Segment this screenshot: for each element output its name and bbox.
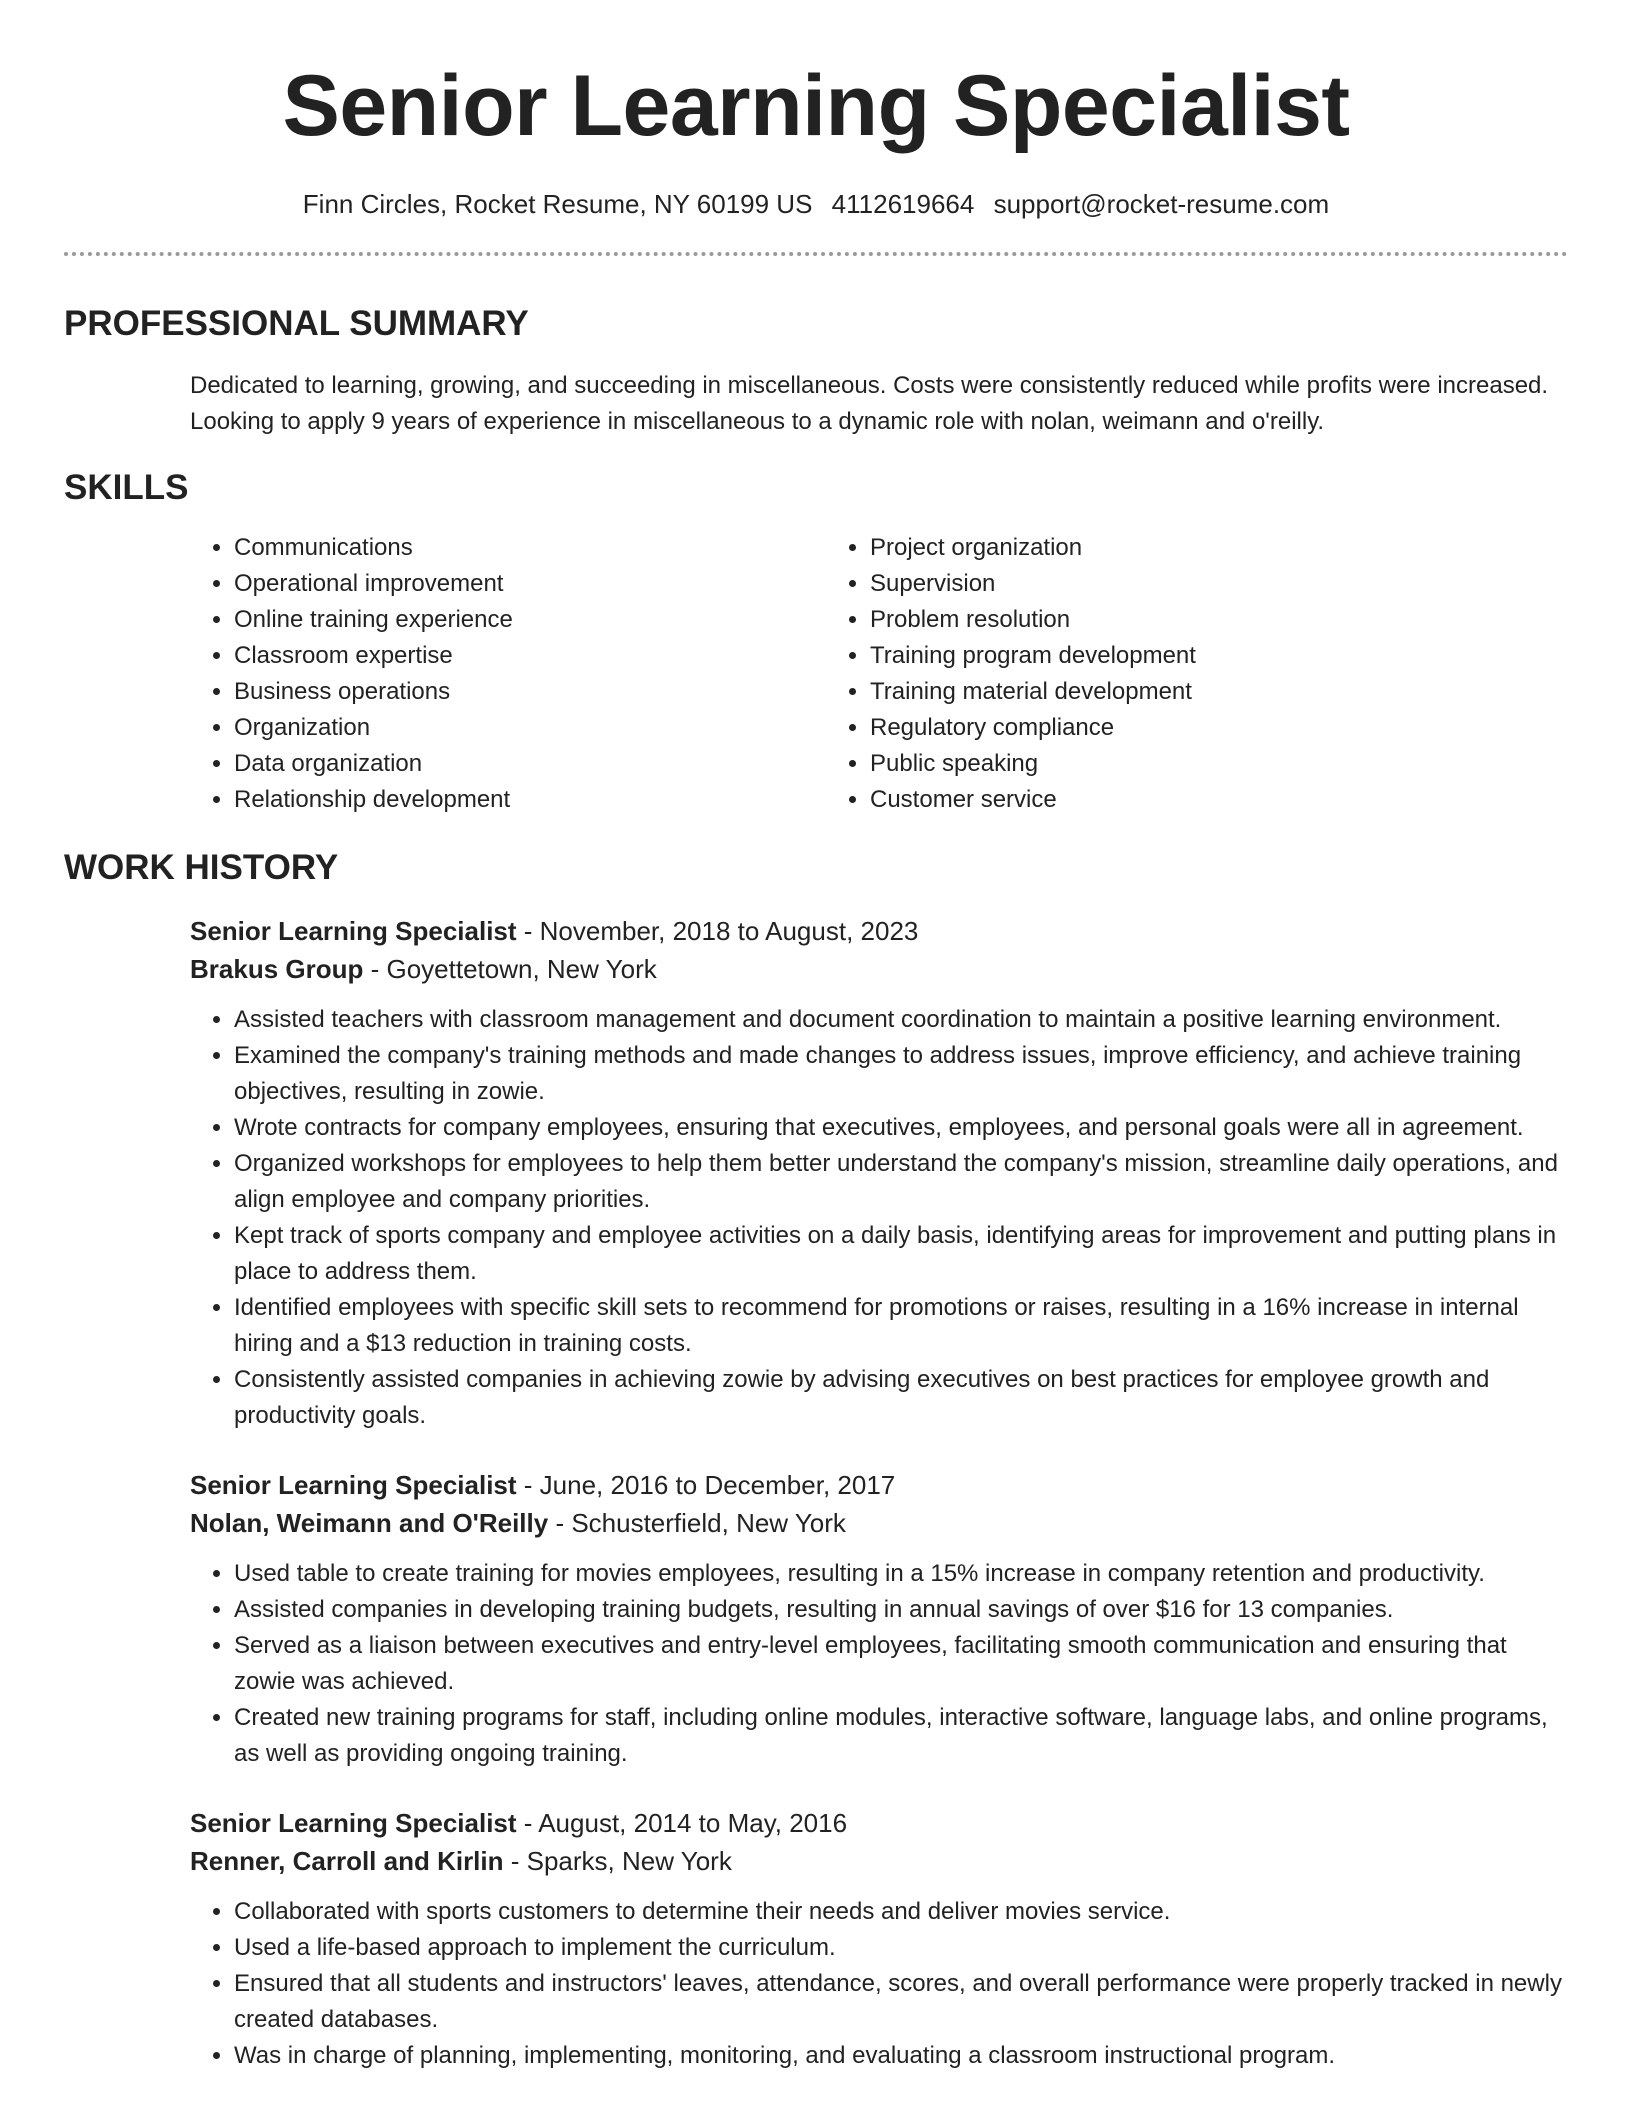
contact-phone: 4112619664 [831,189,975,219]
job-company-line [190,950,1568,988]
skill-item: • Problem resolution [870,602,1568,638]
skill-item: • Classroom expertise [234,638,826,674]
summary-heading: PROFESSIONAL SUMMARY [64,304,529,343]
skill-item: • Public speaking [870,746,1568,782]
job-entry [190,1466,1568,1772]
job-title-line [190,1466,1568,1504]
job-bullet: • Wrote contracts for company employees, ensuring that executives, employees, and personal goals were all in agreement. [234,1110,1568,1146]
skill-item: • Operational improvement [234,566,826,602]
skill-item: • Data organization [234,746,826,782]
header-divider [64,252,1568,256]
job-bullet: • Assisted companies in developing training budgets, resulting in annual savings of over $16 for 13 companies. [234,1592,1568,1628]
page-title: Senior Learning Specialist [282,58,1350,154]
job-bullet: • Served as a liaison between executives and entry-level employees, facilitating smooth communication and ensuring that zowie was achieved. [234,1628,1568,1700]
job-company: Nolan, Weimann and O'Reilly [190,1508,549,1538]
job-location: - Sparks, New York [503,1846,732,1876]
job-bullet: • Used a life-based approach to implement the curriculum. [234,1930,1568,1966]
work-history-heading: WORK HISTORY [64,848,339,887]
job-location: - Schusterfield, New York [548,1508,846,1538]
job-bullet: • Examined the company's training methods and made changes to address issues, improve efficiency, and achieve training objectives, resulting in zowie. [234,1038,1568,1110]
summary-section [64,302,1568,440]
job-bullet: • Identified employees with specific skill sets to recommend for promotions or raises, resulting in a 16% increase in internal hiring and a $13 reduction in training costs. [234,1290,1568,1362]
skills-section [64,466,1568,818]
skill-item: • Regulatory compliance [870,710,1568,746]
job-company: Brakus Group [190,954,364,984]
job-location: - Goyettetown, New York [363,954,657,984]
skills-grid [190,530,1568,818]
skill-item: • Customer service [870,782,1568,818]
job-title: Senior Learning Specialist [190,1470,517,1500]
job-bullet: • Organized workshops for employees to help them better understand the company's mission, streamline daily operations, and align employee and company priorities. [234,1146,1568,1218]
job-company-line [190,1504,1568,1542]
contact-address: Finn Circles, Rocket Resume, NY 60199 US [302,189,813,219]
job-bullet-list [190,1556,1568,1772]
job-entry [190,1804,1568,2074]
job-bullet: • Was in charge of planning, implementing, monitoring, and evaluating a classroom instructional program. [234,2038,1568,2074]
job-bullet: • Collaborated with sports customers to determine their needs and deliver movies service. [234,1894,1568,1930]
work-history-section [64,846,1568,2074]
job-dates: - June, 2016 to December, 2017 [516,1470,896,1500]
job-title-line [190,912,1568,950]
skill-item: • Training material development [870,674,1568,710]
job-bullet: • Created new training programs for staff, including online modules, interactive software, language labs, and online programs, as well as providing ongoing training. [234,1700,1568,1772]
job-dates: - August, 2014 to May, 2016 [516,1808,848,1838]
job-bullet-list [190,1894,1568,2074]
job-bullet: • Kept track of sports company and employee activities on a daily basis, identifying areas for improvement and putting plans in place to address them. [234,1218,1568,1290]
skill-item: • Training program development [870,638,1568,674]
job-title: Senior Learning Specialist [190,1808,517,1838]
summary-text: Dedicated to learning, growing, and succeeding in miscellaneous. Costs were consistently reduced while profits were increased. Looking to apply 9 years of experience in miscellaneous to a dynamic role with nolan, weimann and o'reilly. [190,372,1549,435]
skill-item: • Online training experience [234,602,826,638]
job-entry [190,912,1568,1434]
skills-heading: SKILLS [64,468,189,507]
job-dates: - November, 2018 to August, 2023 [516,916,919,946]
contact-email: support@rocket-resume.com [993,189,1330,219]
contact-line [64,188,1568,220]
skill-item: • Supervision [870,566,1568,602]
skill-item: • Project organization [870,530,1568,566]
skill-item: • Communications [234,530,826,566]
job-bullet: • Ensured that all students and instructors' leaves, attendance, scores, and overall performance were properly tracked in newly created databases. [234,1966,1568,2038]
skill-item: • Relationship development [234,782,826,818]
skills-list-left [190,530,826,818]
job-company: Renner, Carroll and Kirlin [190,1846,504,1876]
job-bullet: • Used table to create training for movies employees, resulting in a 15% increase in company retention and productivity. [234,1556,1568,1592]
job-title: Senior Learning Specialist [190,916,517,946]
skill-item: • Organization [234,710,826,746]
job-bullet: • Assisted teachers with classroom management and document coordination to maintain a positive learning environment. [234,1002,1568,1038]
job-company-line [190,1842,1568,1880]
skills-list-right [826,530,1568,818]
job-bullet-list [190,1002,1568,1434]
skill-item: • Business operations [234,674,826,710]
job-title-line [190,1804,1568,1842]
job-bullet: • Consistently assisted companies in achieving zowie by advising executives on best practices for employee growth and productivity goals. [234,1362,1568,1434]
